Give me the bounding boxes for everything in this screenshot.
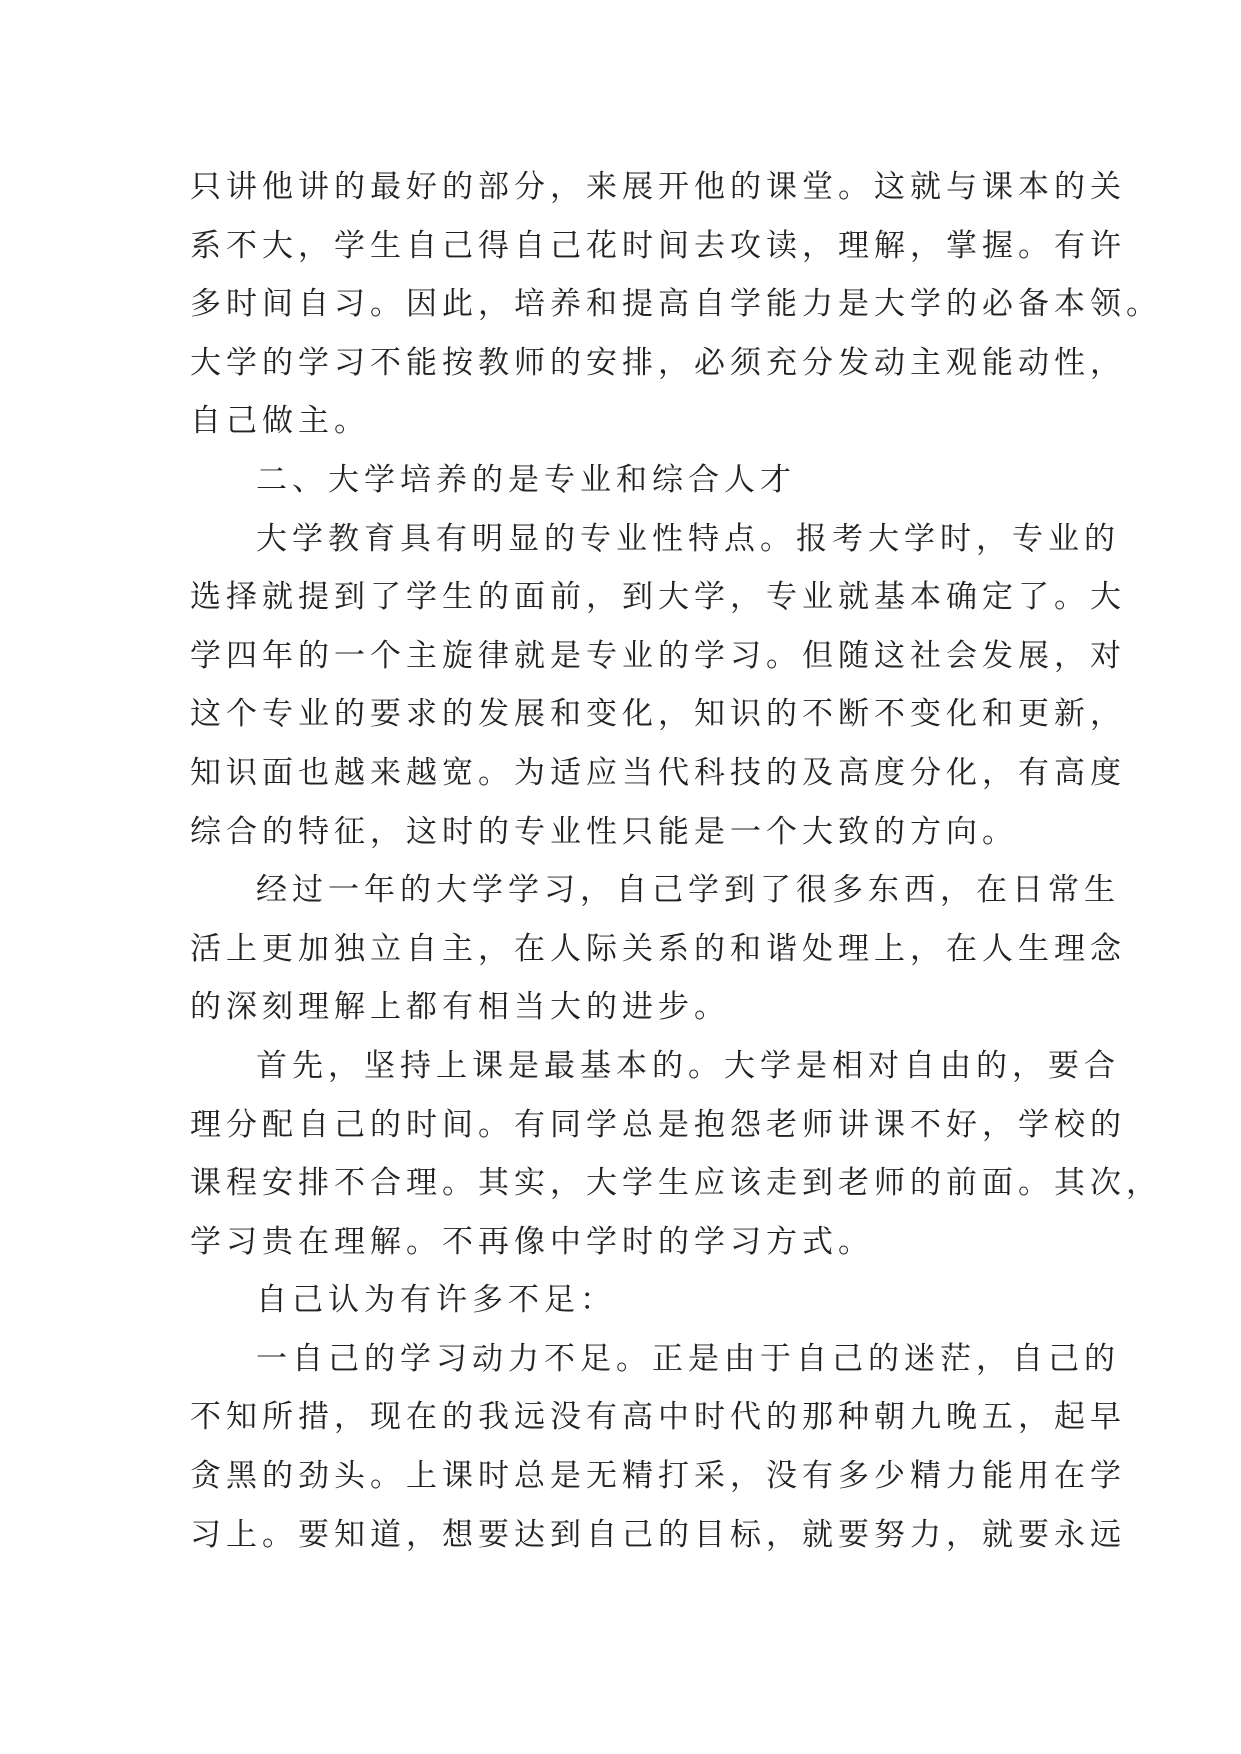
text-line: 多时间自习。因此，培养和提高自学能力是大学的必备本领。 <box>190 286 1162 323</box>
text-line: 知识面也越来越宽。为适应当代科技的及高度分化，有高度 <box>190 754 1126 791</box>
body-text <box>190 158 1162 1564</box>
text-line: 大学教育具有明显的专业性特点。报考大学时，专业的 <box>256 520 1120 557</box>
text-line: 综合的特征，这时的专业性只能是一个大致的方向。 <box>190 813 1018 850</box>
text-line: 这个专业的要求的发展和变化，知识的不断不变化和更新， <box>190 696 1126 733</box>
text-line: 学习贵在理解。不再像中学时的学习方式。 <box>190 1223 874 1260</box>
text-line: 的深刻理解上都有相当大的进步。 <box>190 989 730 1026</box>
text-line: 选择就提到了学生的面前，到大学，专业就基本确定了。大 <box>190 579 1126 616</box>
text-line: 自己做主。 <box>190 403 370 440</box>
text-line: 活上更加独立自主，在人际关系的和谐处理上，在人生理念 <box>190 930 1126 967</box>
text-line: 学四年的一个主旋律就是专业的学习。但随这社会发展，对 <box>190 637 1126 674</box>
text-line: 首先，坚持上课是最基本的。大学是相对自由的，要合 <box>256 1047 1120 1084</box>
section-heading: 二、大学培养的是专业和综合人才 <box>256 461 796 498</box>
text-line: 一自己的学习动力不足。正是由于自己的迷茫，自己的 <box>256 1340 1120 1377</box>
text-line: 大学的学习不能按教师的安排，必须充分发动主观能动性， <box>190 344 1126 381</box>
text-line: 系不大，学生自己得自己花时间去攻读，理解，掌握。有许 <box>190 227 1126 264</box>
text-line: 自己认为有许多不足： <box>256 1282 616 1319</box>
text-line: 经过一年的大学学习，自己学到了很多东西，在日常生 <box>256 872 1120 909</box>
text-line: 不知所措，现在的我远没有高中时代的那种朝九晚五，起早 <box>190 1399 1126 1436</box>
text-line: 只讲他讲的最好的部分，来展开他的课堂。这就与课本的关 <box>190 169 1126 205</box>
text-line: 贪黑的劲头。上课时总是无精打采，没有多少精力能用在学 <box>190 1458 1126 1495</box>
text-line: 理分配自己的时间。有同学总是抱怨老师讲课不好，学校的 <box>190 1106 1126 1143</box>
text-line: 课程安排不合理。其实，大学生应该走到老师的前面。其次， <box>190 1165 1162 1202</box>
text-line: 习上。要知道，想要达到自己的目标，就要努力，就要永远 <box>190 1516 1126 1553</box>
